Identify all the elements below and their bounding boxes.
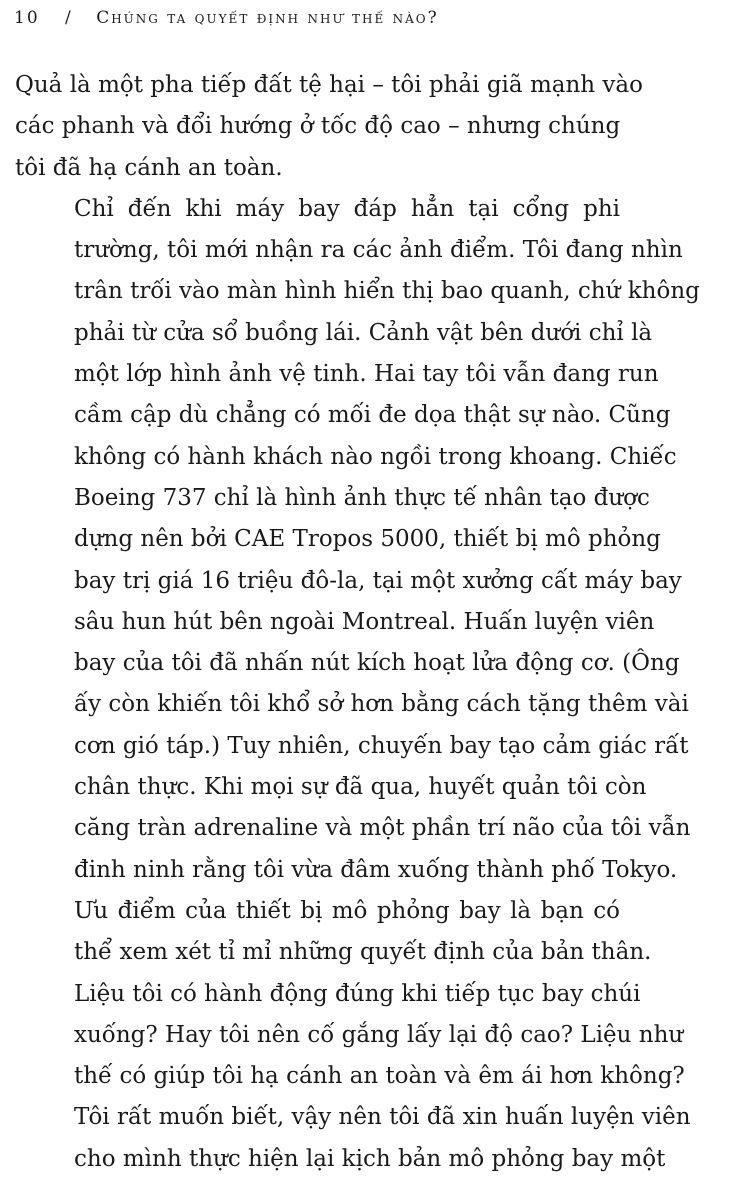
text-line: sâu hun hút bên ngoài Montreal. Huấn luyện viên bbox=[74, 608, 655, 635]
text-line: thế có giúp tôi hạ cánh an toàn và êm ái hơn không? bbox=[74, 1063, 685, 1090]
text-line: một lớp hình ảnh vệ tinh. Hai tay tôi vẫn đang run bbox=[74, 361, 659, 388]
text-line: bay của tôi đã nhấn nút kích hoạt lửa động cơ. (Ông bbox=[74, 650, 680, 677]
text-line: bay trị giá 16 triệu đô-la, tại một xưởng cất máy bay bbox=[74, 567, 682, 594]
text-line: căng tràn adrenaline và một phần trí não của tôi vẫn bbox=[74, 815, 691, 842]
text-line: đinh ninh rằng tôi vừa đâm xuống thành phố Tokyo. bbox=[74, 856, 678, 883]
text-line: trường, tôi mới nhận ra các ảnh điểm. Tôi đang nhìn bbox=[74, 237, 683, 264]
text-line: Boeing 737 chỉ là hình ảnh thực tế nhân tạo được bbox=[74, 484, 650, 511]
chapter-title: Chúng ta quyết định như thế nào? bbox=[96, 8, 439, 28]
text-line: Ưu điểm của thiết bị mô phỏng bay là bạn có bbox=[74, 897, 620, 924]
text-line: cho mình thực hiện lại kịch bản mô phỏng bay một bbox=[74, 1145, 666, 1172]
text-line: ấy còn khiến tôi khổ sở hơn bằng cách tặng thêm vài bbox=[74, 691, 689, 718]
running-head bbox=[14, 8, 439, 28]
text-line: trân trối vào màn hình hiển thị bao quanh, chứ không bbox=[74, 278, 700, 305]
text-line: Tôi rất muốn biết, vậy nên tôi đã xin huấn luyện viên bbox=[74, 1104, 691, 1131]
page-number: 10 bbox=[14, 8, 40, 28]
text-line: thể xem xét tỉ mỉ những quyết định của bản thân. bbox=[74, 939, 652, 966]
paragraph-3 bbox=[15, 891, 691, 1180]
running-head-separator: / bbox=[65, 8, 73, 28]
text-line: tôi đã hạ cánh an toàn. bbox=[15, 154, 283, 181]
text-line: Liệu tôi có hành động đúng khi tiếp tục bay chúi bbox=[74, 980, 641, 1007]
text-line: Chỉ đến khi máy bay đáp hẳn tại cổng phi bbox=[74, 195, 620, 222]
text-line: chân thực. Khi mọi sự đã qua, huyết quản tôi còn bbox=[74, 774, 647, 801]
body-text bbox=[15, 65, 700, 1180]
text-line: Quả là một pha tiếp đất tệ hại – tôi phải giã mạnh vào bbox=[15, 72, 643, 98]
text-line: cầm cập dù chẳng có mối đe dọa thật sự nào. Cũng bbox=[74, 402, 671, 429]
text-line: dựng nên bởi CAE Tropos 5000, thiết bị mô phỏng bbox=[74, 526, 661, 553]
paragraph-1 bbox=[15, 65, 643, 189]
text-line: xuống? Hay tôi nên cố gắng lấy lại độ cao? Liệu như bbox=[74, 1021, 684, 1048]
text-line: không có hành khách nào ngồi trong khoang. Chiếc bbox=[74, 443, 677, 470]
text-line: các phanh và đổi hướng ở tốc độ cao – nhưng chúng bbox=[15, 113, 621, 140]
text-line: phải từ cửa sổ buồng lái. Cảnh vật bên dưới chỉ là bbox=[74, 319, 653, 346]
paragraph-2 bbox=[15, 189, 700, 891]
text-line: cơn gió táp.) Tuy nhiên, chuyến bay tạo cảm giác rất bbox=[74, 732, 689, 759]
